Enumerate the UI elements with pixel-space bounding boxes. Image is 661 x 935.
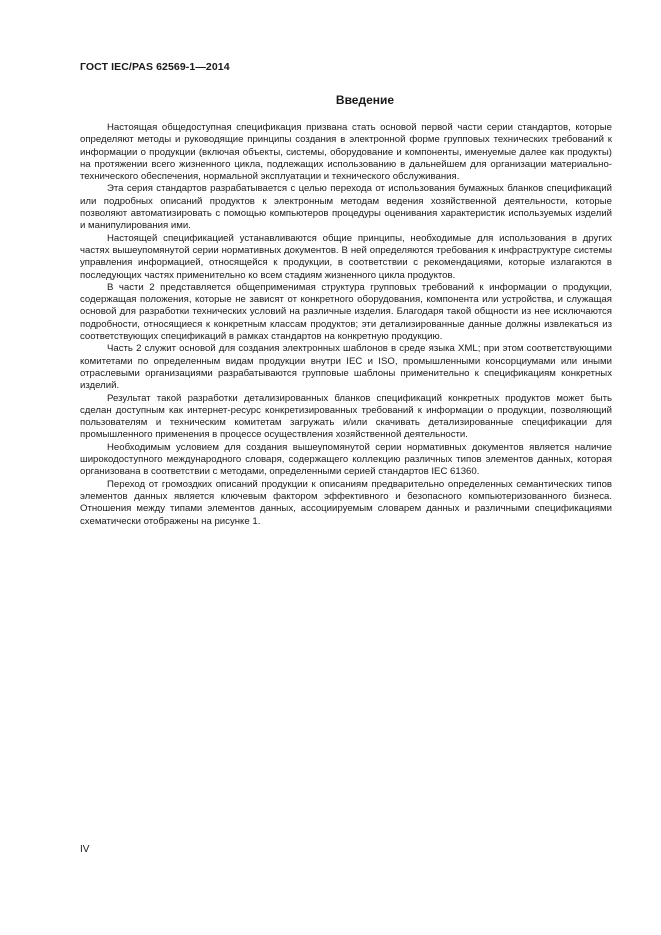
paragraph-2: Эта серия стандартов разрабатывается с целью перехода от использования бумажных бланков спецификаций или подробных описаний продуктов к электронным методам ведения хозяйственной деятельности, которые позволяют автоматизировать с помощью компьютеров процедуры оценивания характеристик используемых изделий и манипулирования ими. — [80, 183, 612, 232]
paragraph-1: Настоящая общедоступная спецификация призвана стать основой первой части серии стандартов, которые определяют методы и руководящие принципы создания в электронной форме групповых технических требований к информации о продукции (включая объекты, системы, оборудование и компоненты, именуемые далее как продукты) на протяжении всего жизненного цикла, подлежащих использованию в дальнейшем для организации материально-технического обеспечения, нормальной эксплуатации и технического обслуживания. — [80, 122, 612, 183]
page-number: IV — [80, 844, 90, 855]
paragraph-7: Необходимым условием для создания вышеупомянутой серии нормативных документов является наличие широкодоступного международного словаря, содержащего коллекцию различных типов элементов данных, которая организована в соответствии с методами, определенными серией стандартов IEC 61360. — [80, 441, 612, 478]
document-header: ГОСТ IEC/PAS 62569-1—2014 — [80, 61, 230, 73]
paragraph-5: Часть 2 служит основой для создания электронных шаблонов в среде языка XML; при этом соответствующими комитетами по определенным видам продукции внутри IEC и ISO, промышленными консорциумами или иными отраслевыми организациями разрабатываются групповые шаблоны применительно к спецификациям конкретных изделий. — [80, 343, 612, 392]
paragraph-8: Переход от громоздких описаний продукции к описаниям предварительно определенных семантических типов элементов данных является ключевым фактором эффективного и безопасного компьютеризованного бизнеса. Отношения между типами элементов данных, ассоциируемым словарем данных и различными спецификациями схематически отображены на рисунке 1. — [80, 478, 612, 527]
paragraph-6: Результат такой разработки детализированных бланков спецификаций конкретных продуктов может быть сделан доступным как интернет-ресурс конкретизированных требований к информации о продукции, позволяющий пользователям и техническим комитетам загружать и/или скачивать детализированные спецификации для промышленного применения в процессе осуществления хозяйственной деятельности. — [80, 392, 612, 441]
paragraph-3: Настоящей спецификацией устанавливаются общие принципы, необходимые для использования в других частях вышеупомянутой серии нормативных документов. В ней определяются требования к инфраструктуре системы управления информацией, относящейся к продукции, в соответствии с рекомендациями, которые излагаются в последующих частях применительно ко всем стадиям жизненного цикла продуктов. — [80, 232, 612, 281]
paragraph-4: В части 2 представляется общеприменимая структура групповых требований к информации о продукции, содержащая положения, которые не зависят от конкретного оборудования, компонента или устройства, и служащая основой для разработки технических условий на различные изделия. Благодаря такой общности из нее исключаются подробности, относящиеся к конкретным классам продуктов; эти детализированные данные должны извлекаться из соответствующих спецификаций в рамках стандартов на конкретную продукцию. — [80, 281, 612, 343]
body-text — [80, 122, 612, 528]
section-title: Введение — [335, 93, 395, 107]
